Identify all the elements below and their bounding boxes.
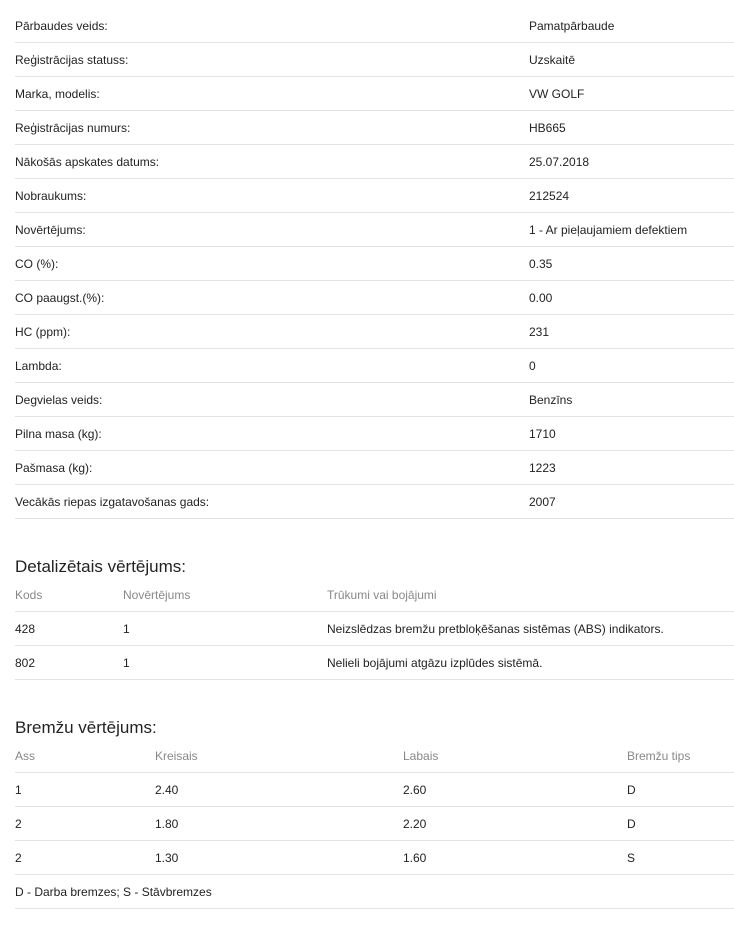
cell-axle: 2 [15,850,22,865]
row-label: CO (%): [15,256,59,271]
cell-axle: 1 [15,782,22,797]
inspection-row [15,43,734,77]
cell-right: 2.20 [403,816,427,831]
column-header-right: Labais [403,748,439,763]
row-value: 1223 [529,460,556,475]
cell-right: 2.60 [403,782,427,797]
cell-left: 1.80 [155,816,179,831]
row-label: Vecākās riepas izgatavošanas gads: [15,494,210,509]
inspection-row [15,485,734,519]
table-row [15,646,734,680]
row-value: Uzskaitē [529,52,576,67]
cell-rating: 1 [123,655,130,670]
row-label: Degvielas veids: [15,392,103,407]
table-row [15,807,734,841]
row-label: Nobraukums: [15,188,87,203]
row-label: Reģistrācijas statuss: [15,52,129,67]
inspection-row [15,247,734,281]
cell-brake-type: S [627,850,636,865]
row-value: VW GOLF [529,86,585,101]
inspection-row [15,315,734,349]
row-label: Pārbaudes veids: [15,18,108,33]
brake-legend-note [15,875,734,909]
cell-left: 2.40 [155,782,179,797]
row-value: 0.35 [529,256,553,271]
inspection-row [15,179,734,213]
row-value: 25.07.2018 [529,154,590,169]
brake-assessment-table [15,739,734,909]
table-row [15,612,734,646]
cell-brake-type: D [627,816,636,831]
inspection-table [15,9,734,519]
column-header-brake-type: Bremžu tips [627,748,691,763]
row-label: HC (ppm): [15,324,71,339]
cell-code: 802 [15,655,36,670]
row-label: CO paaugst.(%): [15,290,105,305]
detailed-assessment-title: Detalizētais vērtējums: [15,557,187,576]
cell-right: 1.60 [403,850,427,865]
cell-code: 428 [15,621,36,636]
inspection-row [15,417,734,451]
row-value: 0 [529,358,536,373]
row-label: Novērtējums: [15,222,86,237]
inspection-row [15,9,734,43]
brake-legend-text: D - Darba bremzes; S - Stāvbremzes [15,884,212,899]
inspection-row [15,451,734,485]
inspection-row [15,111,734,145]
column-header-code: Kods [15,587,43,602]
table-header [15,578,734,612]
cell-brake-type: D [627,782,636,797]
brake-assessment-title: Bremžu vērtējums: [15,718,157,737]
detailed-assessment-table [15,578,734,680]
row-label: Lambda: [15,358,62,373]
column-header-axle: Ass [15,748,36,763]
row-value: 212524 [529,188,570,203]
column-header-rating: Novērtējums [123,587,191,602]
row-value: Benzīns [529,392,573,407]
cell-defect: Neizslēdzas bremžu pretbloķēšanas sistēmas (ABS) indikators. [327,621,664,636]
row-value: 1 - Ar pieļaujamiem defektiem [529,222,688,237]
row-value: 2007 [529,494,556,509]
table-row [15,773,734,807]
column-header-defect: Trūkumi vai bojājumi [327,587,437,602]
cell-defect: Nelieli bojājumi atgāzu izplūdes sistēmā. [327,655,543,670]
inspection-row [15,383,734,417]
row-value: Pamatpārbaude [529,18,615,33]
row-label: Marka, modelis: [15,86,100,101]
row-label: Pašmasa (kg): [15,460,93,475]
row-value: HB665 [529,120,566,135]
row-value: 231 [529,324,550,339]
inspection-row [15,349,734,383]
row-label: Nākošās apskates datums: [15,154,160,169]
inspection-row [15,77,734,111]
row-value: 1710 [529,426,556,441]
cell-axle: 2 [15,816,22,831]
inspection-row [15,213,734,247]
row-label: Pilna masa (kg): [15,426,102,441]
table-row [15,841,734,875]
row-label: Reģistrācijas numurs: [15,120,131,135]
column-header-left: Kreisais [155,748,198,763]
inspection-row [15,145,734,179]
row-value: 0.00 [529,290,553,305]
inspection-row [15,281,734,315]
cell-rating: 1 [123,621,130,636]
table-header [15,739,734,773]
cell-left: 1.30 [155,850,179,865]
